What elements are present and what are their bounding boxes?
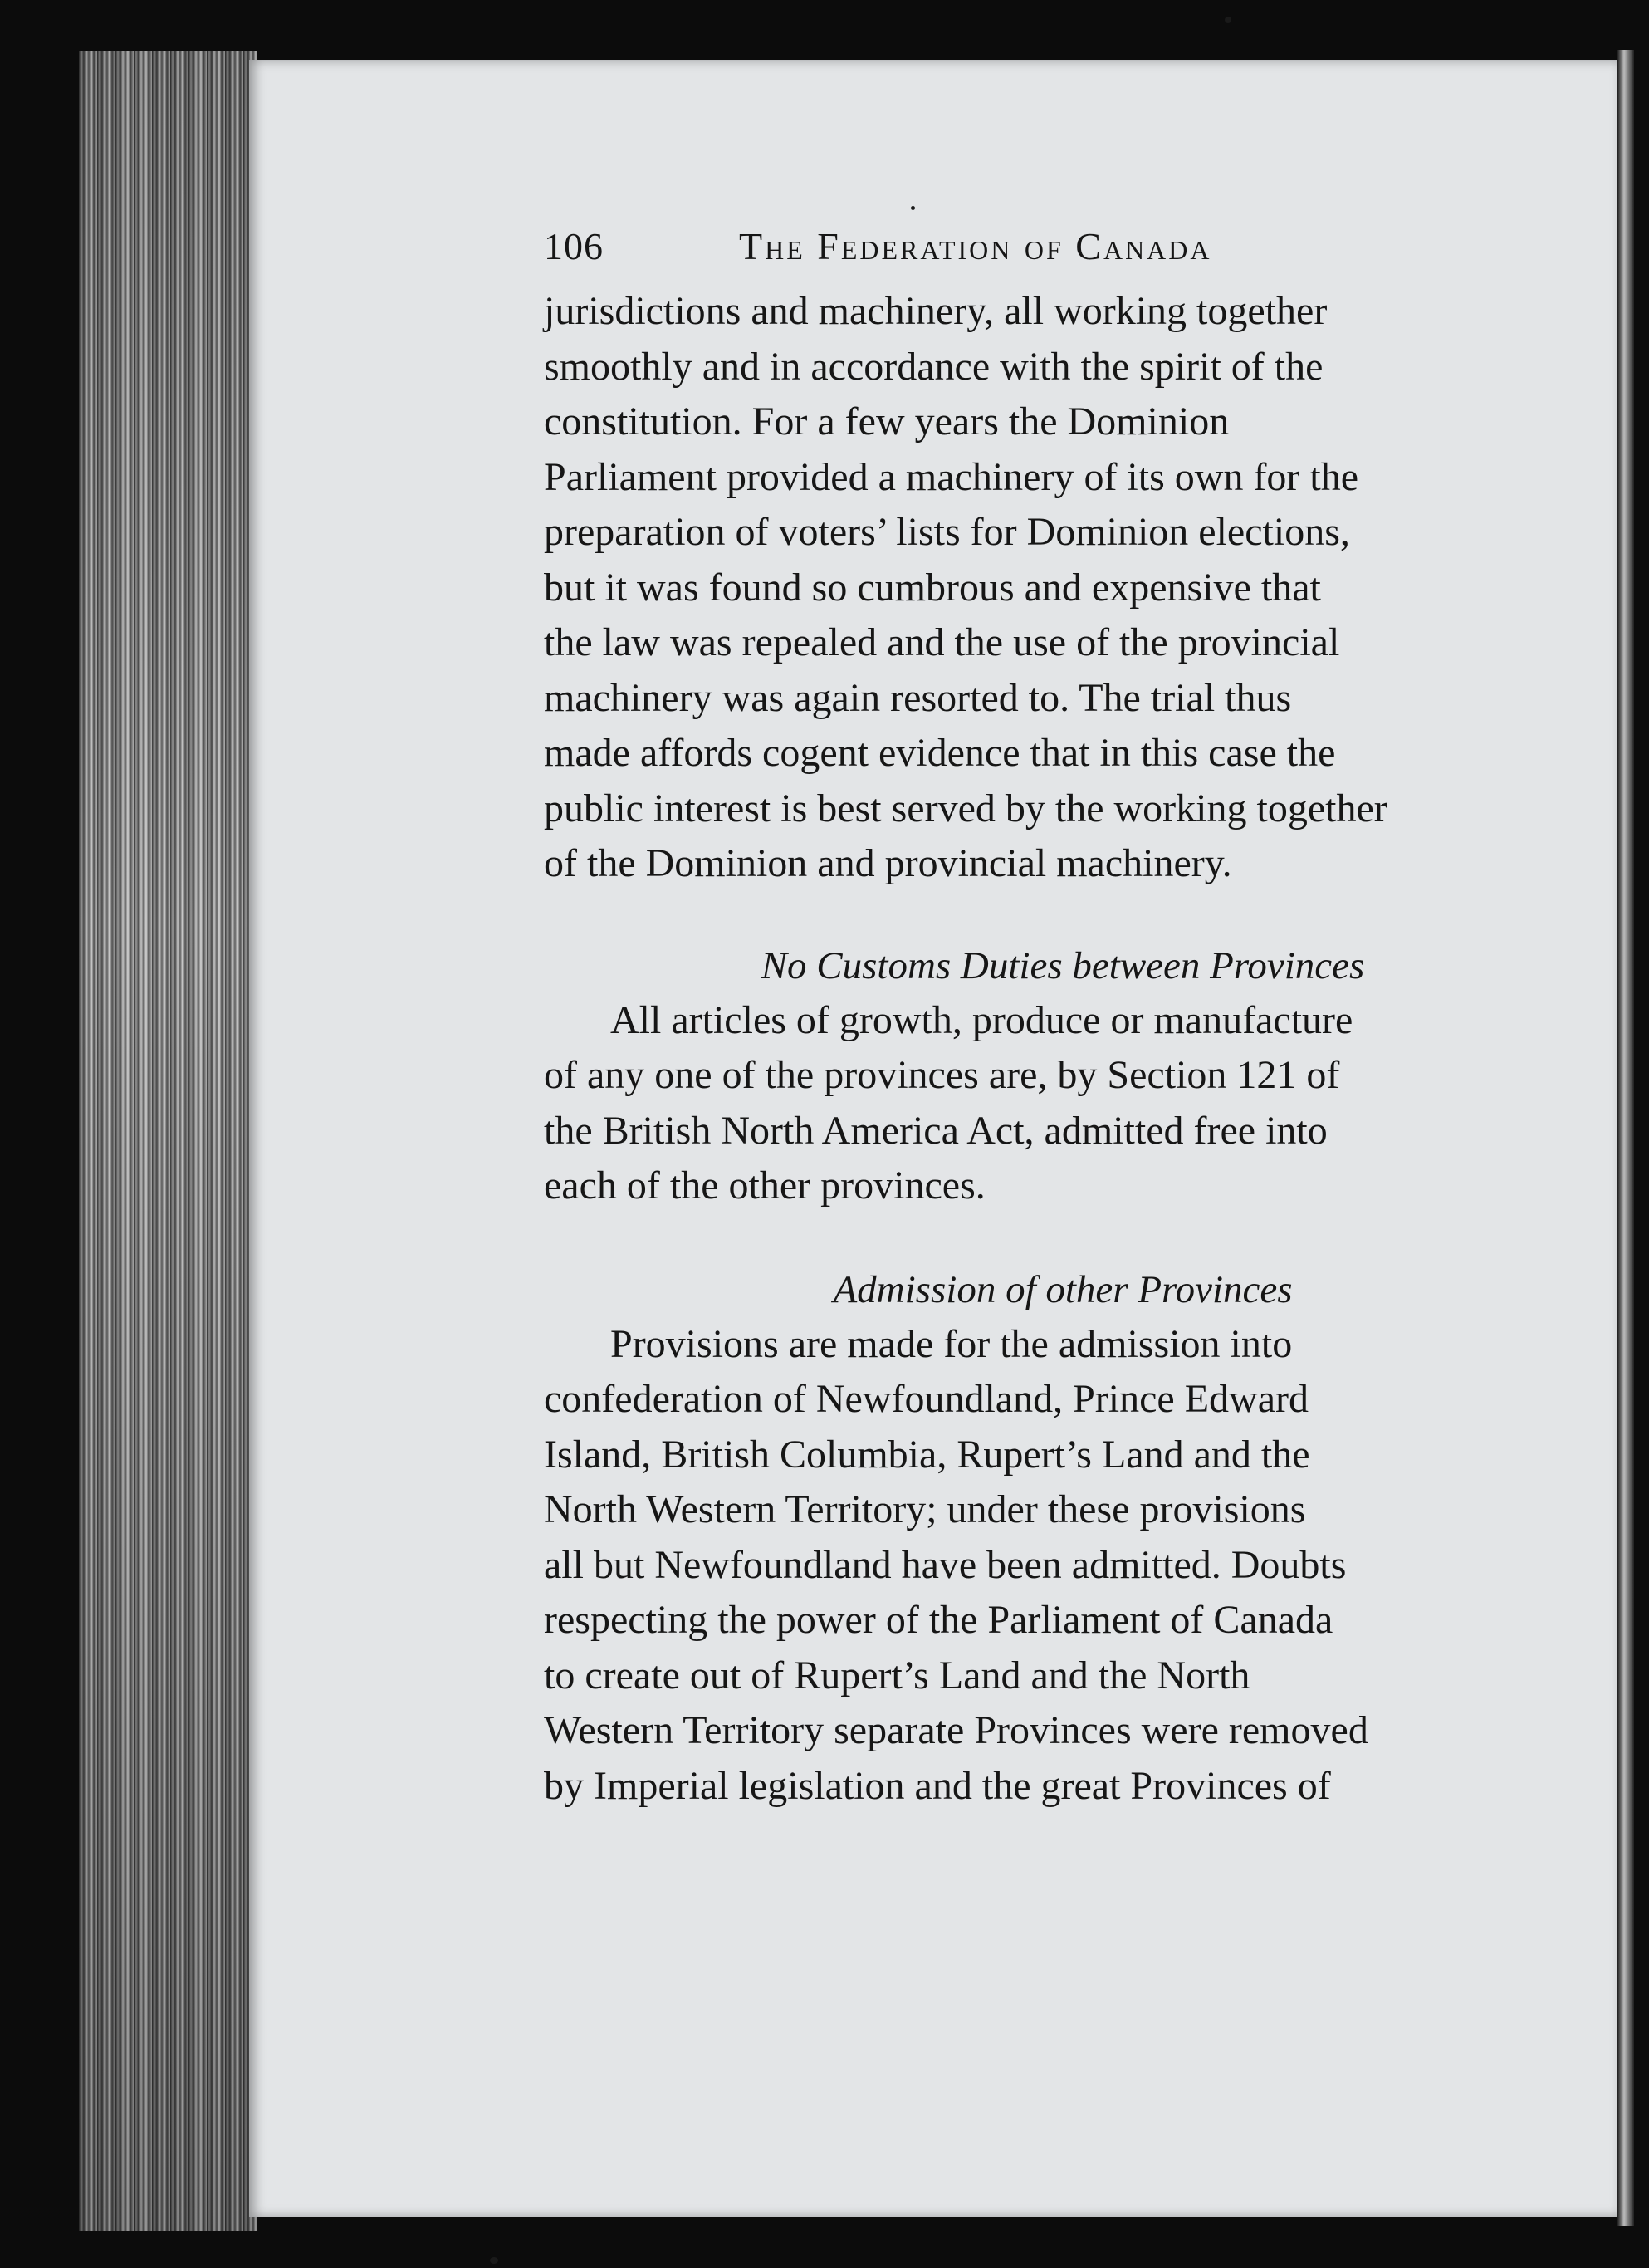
text-line: of the Dominion and provincial machinery. bbox=[544, 841, 1232, 885]
page-edges bbox=[79, 51, 257, 2231]
section-heading: Admission of other Provinces bbox=[833, 1267, 1293, 1311]
dust-speck bbox=[490, 2257, 498, 2264]
paragraph-3 bbox=[544, 1317, 1532, 1815]
text-line: of any one of the provinces are, by Section 121 of bbox=[544, 1053, 1340, 1097]
text-line: Island, British Columbia, Rupert’s Land and the bbox=[544, 1432, 1310, 1477]
text-line: Provisions are made for the admission into bbox=[610, 1321, 1293, 1366]
text-line: North Western Territory; under these provisions bbox=[544, 1487, 1306, 1531]
text-line: preparation of voters’ lists for Dominion elections, bbox=[544, 510, 1350, 554]
text-line: but it was found so cumbrous and expensive that bbox=[544, 565, 1321, 610]
running-head bbox=[544, 208, 1532, 274]
text-line: confederation of Newfoundland, Prince Edward bbox=[544, 1377, 1309, 1421]
text-line: Parliament provided a machinery of its own for the bbox=[544, 454, 1359, 499]
paragraph-1 bbox=[544, 284, 1532, 892]
text-line: by Imperial legislation and the great Provinces of bbox=[544, 1763, 1331, 1808]
text-line: the British North America Act, admitted free into bbox=[544, 1108, 1328, 1153]
text-line: Western Territory separate Provinces were removed bbox=[544, 1708, 1368, 1752]
text-line: each of the other provinces. bbox=[544, 1163, 986, 1207]
text-line: machinery was again resorted to. The trial thus bbox=[544, 675, 1292, 720]
text-line: to create out of Rupert’s Land and the North bbox=[544, 1653, 1250, 1697]
text-line: respecting the power of the Parliament of Canada bbox=[544, 1598, 1333, 1642]
dust-speck bbox=[1225, 17, 1231, 23]
right-page-edge bbox=[1617, 50, 1634, 2226]
running-title: The Federation of Canada bbox=[739, 225, 1212, 267]
page-text bbox=[544, 208, 1532, 1814]
text-line: jurisdictions and machinery, all working together bbox=[544, 289, 1328, 333]
text-line: made affords cogent evidence that in this case the bbox=[544, 731, 1336, 775]
section-heading: No Customs Duties between Provinces bbox=[761, 943, 1365, 987]
text-line: the law was repealed and the use of the provincial bbox=[544, 620, 1340, 664]
text-line: public interest is best served by the working together bbox=[544, 786, 1387, 830]
text-line: constitution. For a few years the Dominion bbox=[544, 399, 1230, 443]
page-number: 106 bbox=[544, 225, 604, 267]
text-line: smoothly and in accordance with the spirit of the bbox=[544, 344, 1324, 389]
text-line: all but Newfoundland have been admitted. Doubts bbox=[544, 1542, 1347, 1587]
paragraph-2 bbox=[544, 993, 1532, 1214]
text-line: All articles of growth, produce or manufacture bbox=[610, 997, 1353, 1042]
